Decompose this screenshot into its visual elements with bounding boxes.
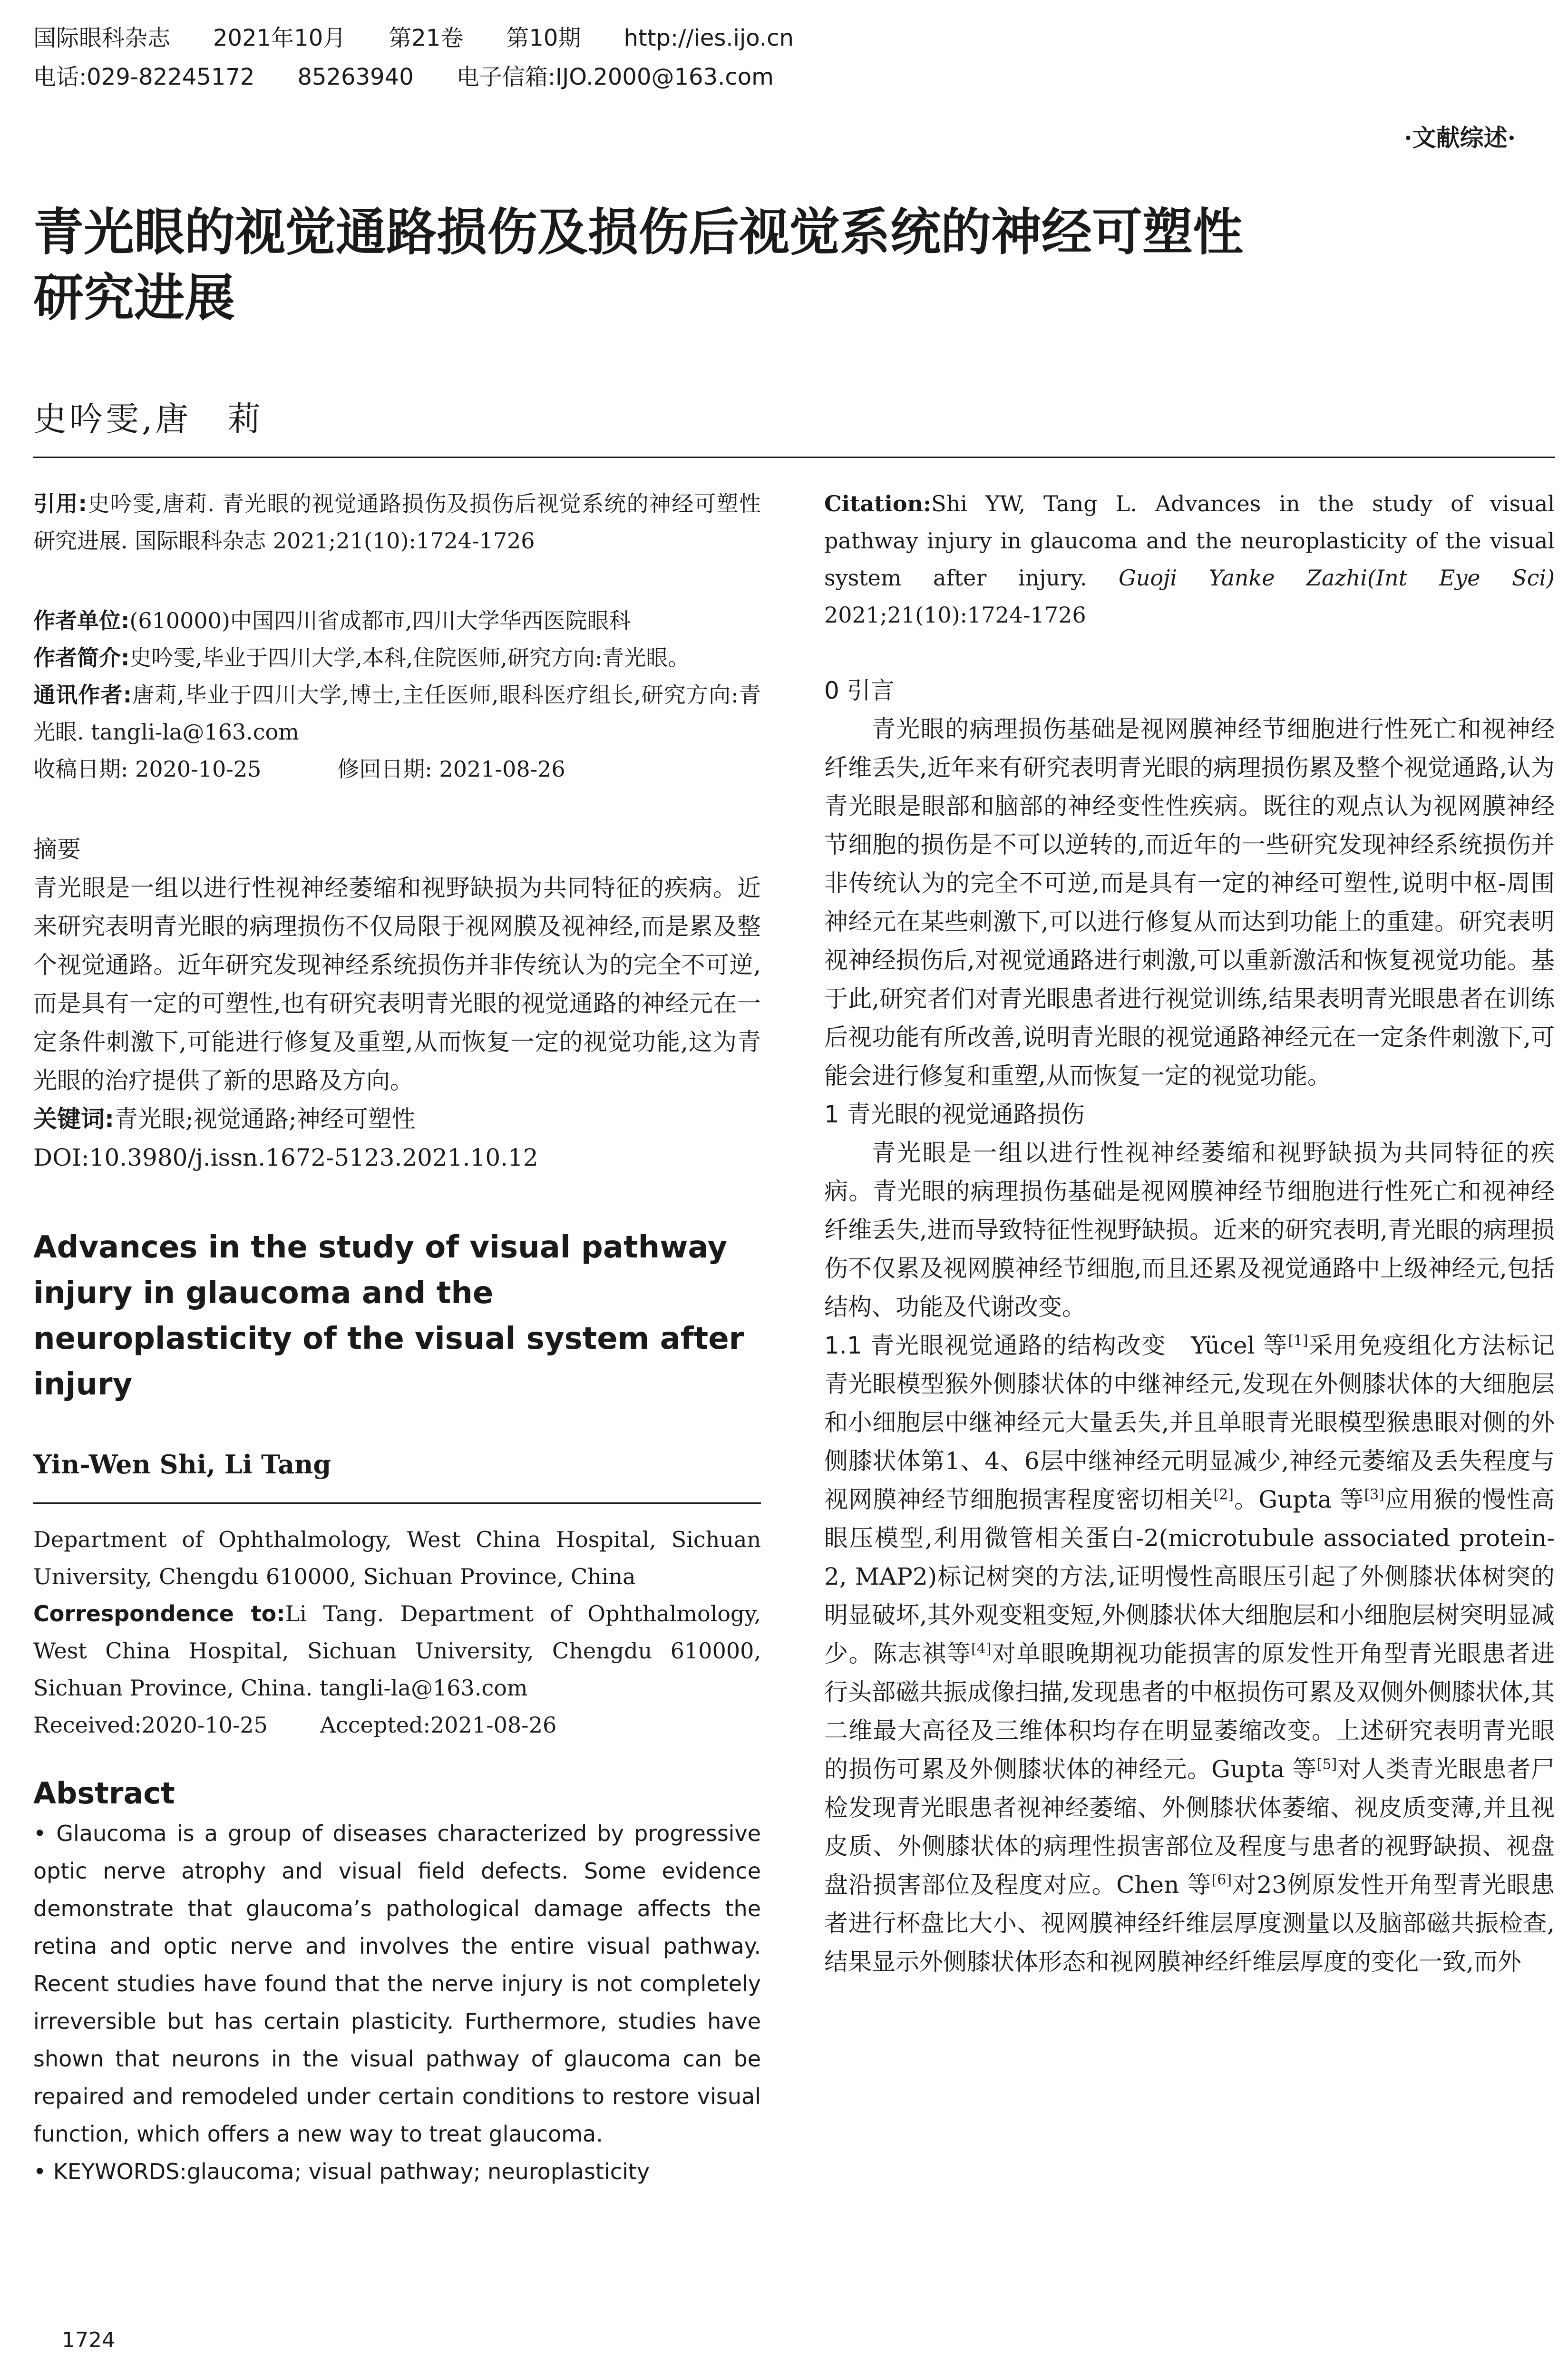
phone2: 85263940 (297, 64, 414, 90)
correspondence-en (33, 1595, 761, 1706)
citation-cn-label: 引用: (33, 491, 87, 516)
right-column (824, 485, 1555, 1981)
citation-en-tail: 2021;21(10):1724-1726 (824, 602, 1086, 628)
department-en: Department of Ophthalmology, West China Hospital, Sichuan University, Chengdu 610000, Sichuan Province, China (33, 1527, 761, 1589)
accepted-date-en: Accepted:2021-08-26 (320, 1712, 557, 1738)
abstract-en-heading: Abstract (33, 1776, 175, 1811)
author-bio-label: 作者简介: (33, 645, 130, 671)
ref-3[interactable]: [3] (1364, 1486, 1384, 1503)
abstract-cn-heading: 摘要 (33, 836, 81, 863)
ref-2[interactable]: [2] (1213, 1486, 1234, 1503)
ref-4[interactable]: [4] (971, 1640, 992, 1657)
email[interactable]: 电子信箱:IJO.2000@163.com (456, 64, 774, 90)
abstract-en-text: • Glaucoma is a group of diseases characterized by progressive optic nerve atrophy and visual field defects. Some evidence demonstrate that glaucoma’s pathological damage affects the retina and optic nerve and involves the entire visual pathway. Recent studies have found that the nerve injury is not completely irreversible but has certain plasticity. Furthermore, studies have shown that neurons in the visual pathway of glaucoma can be repaired and remodeled under certain conditions to restore visual function, which offers a new way to treat glaucoma. (33, 1821, 761, 2147)
s11-part-2: 采用免疫组化方法标记青光眼模型猴外侧膝状体的中继神经元,发现在外侧膝状体的大细胞层和小细胞层中继神经元大量丢失,并且单眼青光眼模型猴患眼对侧的外侧膝状体第1、4、6层中继神经元明显减少,神经元萎缩及丢失程度与视网膜神经节细胞损害程度密切相关 (824, 1332, 1555, 1513)
author-bio-text: 史吟雯,毕业于四川大学,本科,住院医师,研究方向:青光眼。 (129, 645, 690, 671)
keywords-cn-text: 青光眼;视觉通路;神经可塑性 (114, 1105, 416, 1133)
ref-1[interactable]: [1] (1288, 1332, 1308, 1349)
s11-part-5: 对单眼晚期视功能损害的原发性开角型青光眼患者进行头部磁共振成像扫描,发现患者的中枢损伤可累及双侧外侧膝状体,其二维最大高径及三维体积均存在明显萎缩改变。上述研究表明青光眼的损伤可累及外侧膝状体的神经元。Gupta 等 (824, 1640, 1555, 1783)
citation-en-label: Citation: (824, 491, 931, 516)
corresponding-author-label: 通讯作者: (33, 682, 132, 708)
citation-cn (33, 485, 761, 559)
authors-cn: 史吟雯,唐 莉 (33, 399, 264, 438)
correspondence-en-label: Correspondence to: (33, 1601, 285, 1627)
section-1-1-heading: 1.1 青光眼视觉通路的结构改变 (824, 1332, 1167, 1359)
section-1-heading: 1 青光眼的视觉通路损伤 (824, 1101, 1085, 1128)
author-unit-text: (610000)中国四川省成都市,四川大学华西医院眼科 (129, 608, 631, 633)
journal-url[interactable]: http://ies.ijo.cn (623, 25, 794, 51)
journal-name: 国际眼科杂志 (33, 25, 171, 51)
dates-cn (33, 750, 761, 788)
s11-part-6: 对人类青光眼患者尸检发现青光眼患者视神经萎缩、外侧膝状体萎缩、视皮质变薄,并且视皮质、外侧膝状体的病理性损害部位及程度与患者的视野缺损、视盘盘沿损害部位及程度对应。Chen 等 (824, 1755, 1555, 1899)
section-1-text: 青光眼是一组以进行性视神经萎缩和视野缺损为共同特征的疾病。青光眼的病理损伤基础是视网膜神经节细胞进行性死亡和视神经纤维丢失,进而导致特征性视野缺损。近来的研究表明,青光眼的病理损伤不仅累及视网膜神经节细胞,而且还累及视觉通路中上级神经元,包括结构、功能及代谢改变。 (824, 1139, 1555, 1321)
journal-header-line2 (33, 62, 817, 92)
issue-date: 2021年10月 (213, 25, 346, 51)
citation-cn-text: 史吟雯,唐莉. 青光眼的视觉通路损伤及损伤后视觉系统的神经可塑性研究进展. 国际眼科杂志 2021;21(10):1724-1726 (33, 491, 761, 554)
issue: 第10期 (506, 25, 581, 51)
doi[interactable]: DOI:10.3980/j.issn.1672-5123.2021.10.12 (33, 1144, 538, 1171)
volume: 第21卷 (389, 25, 464, 51)
corresponding-author (33, 676, 761, 750)
section-1-1-text (824, 1326, 1555, 1981)
section-0-heading: 0 引言 (824, 677, 895, 704)
page-number: 1724 (62, 2328, 115, 2352)
column-label: ·文献综述· (1404, 124, 1516, 152)
section-0-text: 青光眼的病理损伤基础是视网膜神经节细胞进行性死亡和视神经纤维丢失,近年来有研究表明青光眼的病理损伤累及整个视觉通路,认为青光眼是眼部和脑部的神经变性性疾病。既往的观点认为视网膜神经节细胞的损伤是不可以逆转的,而近年的一些研究发现神经系统损伤并非传统认为的完全不可逆,而是具有一定的神经可塑性,说明中枢-周围神经元在某些刺激下,可以进行修复从而达到功能上的重建。研究表明视神经损伤后,对视觉通路进行刺激,可以重新激活和恢复视觉功能。基于此,研究者们对青光眼患者进行视觉训练,结果表明青光眼患者在训练后视功能有所改善,说明青光眼的视觉通路神经元在一定条件刺激下,可能会进行修复和重塑,从而恢复一定的视觉功能。 (824, 715, 1555, 1090)
keywords-cn (33, 1100, 761, 1139)
article-title-cn (33, 200, 1243, 331)
keywords-en: • KEYWORDS:glaucoma; visual pathway; neuroplasticity (33, 2159, 650, 2184)
en-authors-rule (33, 1483, 761, 1504)
article-title-en: Advances in the study of visual pathway injury in glaucoma and the neuroplasticity of the visual system after injury (33, 1230, 744, 1402)
s11-part-4: 应用猴的慢性高眼压模型,利用微管相关蛋白-2(microtubule associated protein-2, MAP2)标记树突的方法,证明慢性高眼压引起了外侧膝状体树突的明显破坏,其外观变粗变短,外侧膝状体大细胞层和小细胞层树突明显减少。陈志祺等 (824, 1486, 1555, 1667)
dates-en (33, 1706, 761, 1744)
ref-5[interactable]: [5] (1316, 1756, 1337, 1773)
received-date-cn: 收稿日期: 2020-10-25 (33, 756, 262, 782)
citation-en-text: Shi YW, Tang L. Advances in the study of visual pathway injury in glaucoma and the neuroplasticity of the visual system after injury. (824, 491, 1555, 591)
phone: 电话:029-82245172 (33, 64, 255, 90)
correspondence-en-text: Li Tang. Department of Ophthalmology, West China Hospital, Sichuan University, Chengdu 610000, Sichuan Province, China. tangli-la@163.com (33, 1601, 761, 1701)
corresponding-author-text: 唐莉,毕业于四川大学,博士,主任医师,眼科医疗组长,研究方向:青光眼. tangli-la@163.com (33, 682, 761, 745)
revised-date-cn: 修回日期: 2021-08-26 (337, 756, 565, 782)
keywords-cn-label: 关键词: (33, 1105, 114, 1133)
citation-en-journal: Guoji Yanke Zazhi(Int Eye Sci) (1118, 565, 1555, 591)
received-date-en: Received:2020-10-25 (33, 1712, 268, 1738)
s11-part-3: 。Gupta 等 (1233, 1486, 1364, 1513)
abstract-cn-text: 青光眼是一组以进行性视神经萎缩和视野缺损为共同特征的疾病。近来研究表明青光眼的病理损伤不仅局限于视网膜及视神经,而是累及整个视觉通路。近年研究发现神经系统损伤并非传统认为的完全不可逆,而是具有一定的可塑性,也有研究表明青光眼的视觉通路的神经元在一定条件刺激下,可能进行修复及重塑,从而恢复一定的视觉功能,这为青光眼的治疗提供了新的思路及方向。 (33, 874, 761, 1094)
left-column (33, 485, 761, 2191)
title-line-2: 研究进展 (33, 269, 235, 327)
s11-part-7: 对23例原发性开角型青光眼患者进行杯盘比大小、视网膜神经纤维层厚度测量以及脑部磁共振检查,结果显示外侧膝状体形态和视网膜神经纤维层厚度的变化一致,而外 (824, 1871, 1555, 1976)
s11-part-1: Yücel 等 (1166, 1332, 1288, 1359)
ref-6[interactable]: [6] (1211, 1871, 1232, 1889)
author-unit-label: 作者单位: (33, 608, 130, 633)
journal-header-line1 (33, 23, 837, 53)
citation-en (824, 485, 1555, 633)
title-line-1: 青光眼的视觉通路损伤及损伤后视觉系统的神经可塑性 (33, 203, 1243, 262)
author-bio (33, 639, 761, 676)
author-unit (33, 602, 761, 639)
top-rule (33, 457, 1555, 458)
authors-en: Yin-Wen Shi, Li Tang (33, 1449, 331, 1480)
